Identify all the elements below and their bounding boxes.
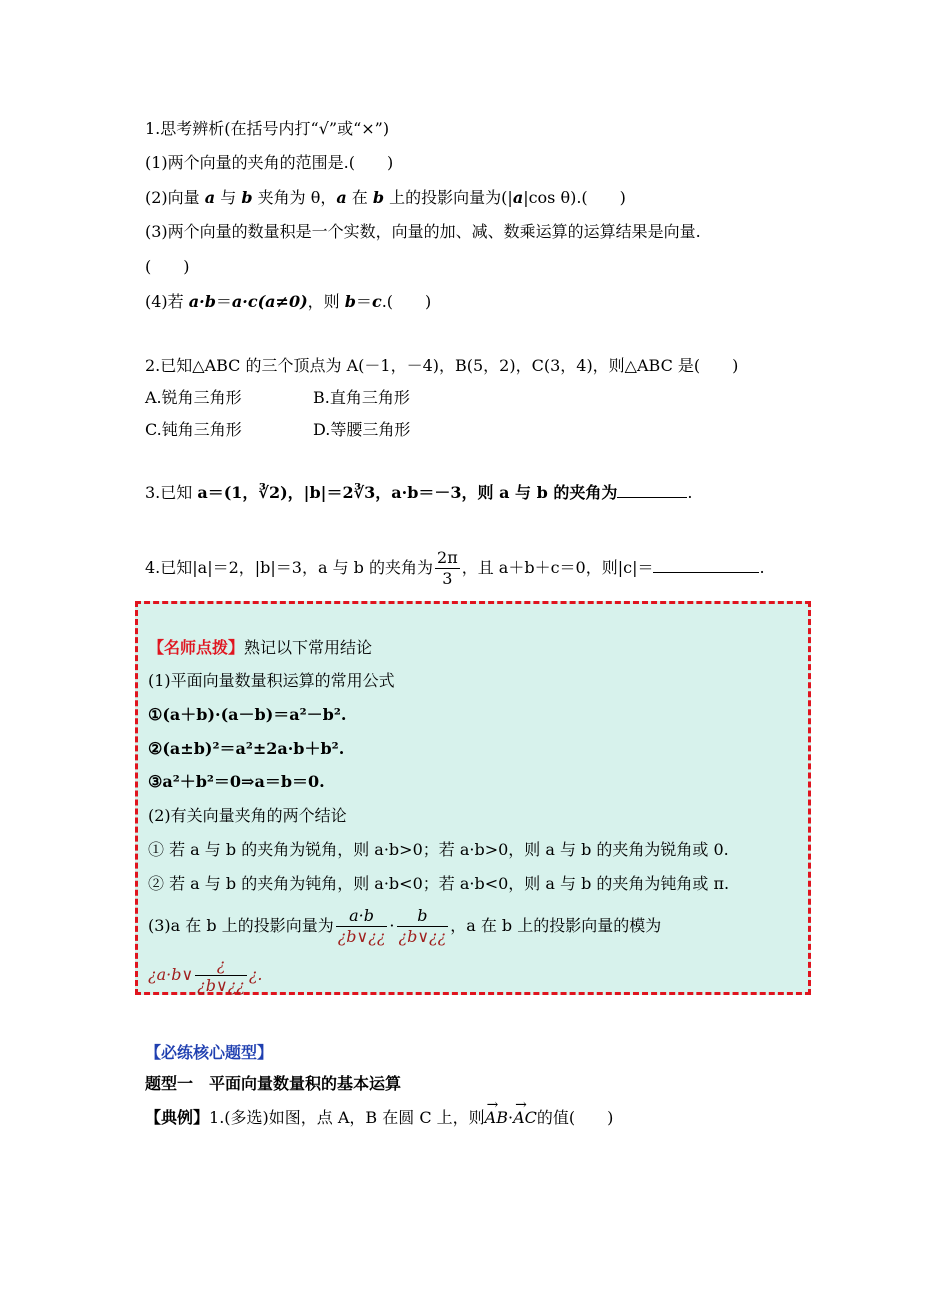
q1-item2-b: b xyxy=(241,188,253,207)
tips-box xyxy=(135,601,811,995)
q1-item2-a2: a xyxy=(336,188,347,207)
q4-fraction xyxy=(435,548,460,589)
tips-c1: ① 若 a 与 b 的夹角为锐角，则 a·b>0；若 a·b>0，则 a 与 b 的夹角为锐角或 0. xyxy=(148,840,729,859)
tips-s3-pre: (3)a 在 b 上的投影向量为 xyxy=(148,916,334,935)
tips-f1: ①(a＋b)·(a－b)＝a²－b². xyxy=(148,705,347,724)
q1-item4-expr1: a·b xyxy=(188,292,216,311)
q2-option-d: D.等腰三角形 xyxy=(313,420,411,439)
tips-intro: 熟记以下常用结论 xyxy=(244,638,373,657)
tips-label: 【名师点拨】 xyxy=(148,638,245,657)
tips-s2: (2)有关向量夹角的两个结论 xyxy=(148,806,347,825)
q1-item4-expr4: c xyxy=(371,292,382,311)
tips-s4-post: ¿. xyxy=(248,965,263,984)
q4-frac-den: 3 xyxy=(442,569,453,588)
tips-s3 xyxy=(148,902,661,950)
tips-c2: ② 若 a 与 b 的夹角为钝角，则 a·b<0；若 a·b<0，则 a 与 b 的夹角为钝角或 π. xyxy=(148,874,730,893)
q4-post: ，且 a＋b＋c＝0，则|c|＝ xyxy=(461,558,654,577)
q3-end: . xyxy=(687,483,693,502)
q1-title: 1.思考辨析(在括号内打“√”或“×”) xyxy=(145,119,390,138)
example-line xyxy=(145,1107,613,1129)
q1-item2-a: a xyxy=(204,188,216,207)
q4-end: . xyxy=(759,558,765,577)
tips-s3-frac2-num: b xyxy=(397,906,449,927)
tips-s3-frac2-den: ¿b∨¿¿ xyxy=(398,927,447,946)
example-text: 1.(多选)如图，点 A，B 在圆 C 上，则 xyxy=(209,1108,485,1127)
section-label xyxy=(145,1042,273,1064)
q2-option-a: A.锐角三角形 xyxy=(145,388,242,407)
q1-item4-then: ，则 xyxy=(307,292,345,311)
tips-s3-frac2 xyxy=(397,906,449,947)
example-end: 的值( ) xyxy=(536,1108,614,1127)
q3-answer-blank xyxy=(617,483,687,498)
q1-item2 xyxy=(145,187,626,209)
q2-option-c: C.钝角三角形 xyxy=(145,420,242,439)
tips-s3-frac1 xyxy=(336,906,388,947)
q1-item2-mid1: 与 xyxy=(215,188,242,207)
q2-options-row2 xyxy=(145,419,410,441)
example-label: 【典例】 xyxy=(145,1108,210,1127)
q1-item1: (1)两个向量的夹角的范围是.( ) xyxy=(145,153,394,172)
q1-item4-pre: (4)若 xyxy=(145,292,189,311)
vector-ac: → AC xyxy=(513,1107,537,1129)
tips-s3-frac1-num: a·b xyxy=(336,906,388,927)
q1-item4-expr3: b xyxy=(344,292,356,311)
tips-s4-pre: ¿a·b∨ xyxy=(148,965,194,984)
q3-pre: 3.已知 xyxy=(145,483,198,502)
q2-stem: 2.已知△ABC 的三个顶点为 A(－1，－4)，B(5，2)，C(3，4)，则△ABC 是( ) xyxy=(145,356,739,375)
q4-answer-blank xyxy=(653,558,759,573)
tips-s3-dot: · xyxy=(389,916,395,935)
tips-s4-frac xyxy=(195,955,247,996)
q1-item2-pre: (2)向量 xyxy=(145,188,205,207)
q1-item4-expr2: a·c xyxy=(231,292,258,311)
tips-s3-frac1-den: ¿b∨¿¿ xyxy=(337,927,386,946)
q1-item4 xyxy=(145,291,431,313)
tips-s3-post: ，a 在 b 上的投影向量的模为 xyxy=(450,916,662,935)
tips-f3: ③a²＋b²＝0⇒a＝b＝0. xyxy=(148,772,325,791)
tips-s4 xyxy=(148,953,263,997)
q1-item4-end: .( ) xyxy=(381,292,432,311)
q3-text: a＝(1，∛2)，|b|＝2∛3，a·b＝－3，则 a 与 b 的夹角为 xyxy=(197,483,618,502)
example-dot: · xyxy=(507,1108,514,1127)
tips-s1: (1)平面向量数量积运算的常用公式 xyxy=(148,671,395,690)
tips-s4-frac-den: ¿b∨¿¿ xyxy=(197,976,245,995)
q4-pre: 4.已知|a|＝2，|b|＝3，a 与 b 的夹角为 xyxy=(145,558,434,577)
tips-header xyxy=(148,637,372,659)
q2-options-row1 xyxy=(145,387,410,409)
q1-item2-mid3: 在 xyxy=(346,188,373,207)
tips-f2: ②(a±b)²＝a²±2a·b＋b². xyxy=(148,739,345,758)
q1-item2-end: |cos θ).( ) xyxy=(523,188,626,207)
q1-item2-a3: a xyxy=(512,188,524,207)
q2-option-b: B.直角三角形 xyxy=(313,388,410,407)
q1-item4-cond: (a≠0) xyxy=(257,292,308,311)
type-title: 题型一 平面向量数量积的基本运算 xyxy=(145,1074,402,1093)
q1-item4-eq2: ＝ xyxy=(355,292,372,311)
tips-s4-frac-num: ¿ xyxy=(195,955,247,976)
q1-item4-eq: ＝ xyxy=(215,292,232,311)
q4 xyxy=(145,545,765,591)
q1-item2-post: 上的投影向量为(| xyxy=(384,188,513,207)
q1-item2-b2: b xyxy=(372,188,385,207)
q4-frac-num: 2π xyxy=(437,548,458,567)
q1-item3: (3)两个向量的数量积是一个实数，向量的加、减、数乘运算的运算结果是向量. xyxy=(145,222,701,241)
q1-item3-paren: ( ) xyxy=(145,257,190,276)
section-label-text: 【必练核心题型】 xyxy=(145,1043,274,1062)
vector-ab: → AB xyxy=(485,1107,508,1129)
q1-item2-mid2: 夹角为 θ， xyxy=(252,188,337,207)
q3 xyxy=(145,482,692,504)
